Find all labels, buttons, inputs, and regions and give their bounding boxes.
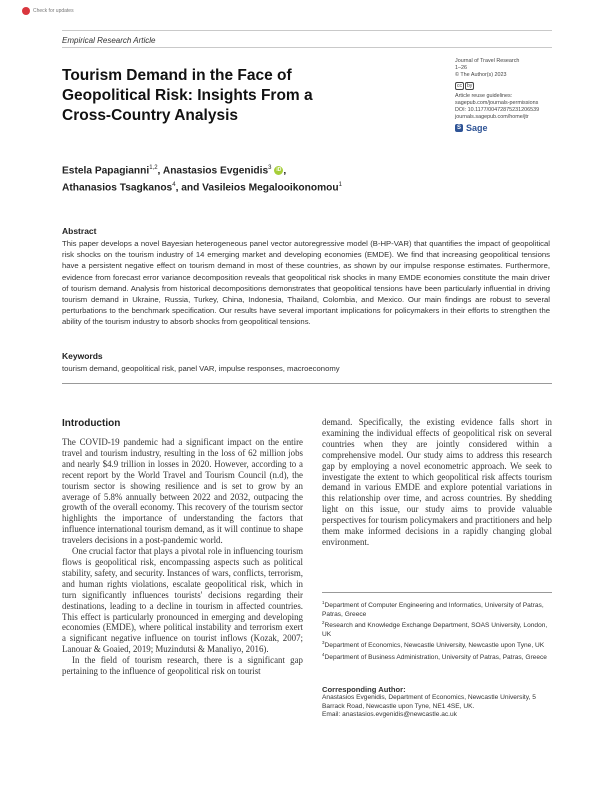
reuse-label: Article reuse guidelines:	[455, 92, 513, 99]
page-range: 1–26	[455, 65, 467, 72]
affiliations	[322, 599, 552, 662]
cc-license-icon[interactable]	[455, 82, 575, 90]
introduction-heading: Introduction	[62, 418, 121, 429]
crossmark-icon	[22, 7, 30, 15]
author-list: Estela Papagianni$^{1,2}$, Anastasios Evgenidis$^3$ iD , Athanasios Tsagkanos$^4$, and Vasileios Megalooikonomou$^1$	[62, 165, 342, 194]
journal-name: Journal of Travel Research	[455, 58, 520, 64]
affiliation-item: $^3$Department of Economics, Newcastle University, Newcastle upon Tyne, UK	[322, 640, 545, 650]
author-name[interactable]: Estela Papagianni	[62, 165, 150, 177]
left-column	[62, 437, 303, 677]
affil-ref: 1,2	[149, 165, 158, 171]
affiliation-item: $^1$Department of Computer Engineering and Informatics, University of Patras, Patras, Greece	[322, 600, 544, 618]
affiliation-item: $^4$Department of Business Administration, University of Patras, Patras, Greece	[322, 651, 547, 661]
article-title: Tourism Demand in the Face of Geopolitical Risk: Insights From a Cross-Country Analysis	[62, 67, 313, 124]
affil-ref: 3	[268, 165, 272, 171]
author-name[interactable]: Anastasios Evgenidis	[162, 165, 269, 177]
corresponding-email[interactable]: Email: anastasios.evgenidis@newcastle.ac.uk	[322, 711, 457, 719]
corresponding-author	[322, 686, 552, 720]
publisher-logo	[455, 124, 575, 132]
affiliation-item: $^2$Research and Knowledge Exchange Department, SOAS University, London, UK	[322, 620, 548, 638]
journal-metadata	[455, 58, 575, 132]
sage-icon: S	[456, 125, 461, 132]
badge-label: Check for updates	[33, 8, 74, 14]
cc-icon: cc	[457, 82, 462, 89]
author-name[interactable]: Athanasios Tsagkanos	[62, 182, 173, 194]
publisher-name: Sage	[466, 122, 488, 133]
corresponding-address: Anastasios Evgenidis, Department of Economics, Newcastle University, 5 Barrack Road, Newcastle upon Tyne, NE1 4SE, UK.	[322, 694, 536, 710]
affil-ref: 1	[338, 182, 342, 189]
paragraph: In the field of tourism research, there is a significant gap pertaining to the influence of geopolitical risk on tourist	[62, 655, 303, 677]
journal-link[interactable]: journals.sagepub.com/home/jtr	[455, 114, 529, 121]
footnote-rule	[322, 592, 552, 593]
keywords-heading: Keywords	[62, 351, 103, 361]
keywords-rule	[62, 383, 552, 384]
copyright: © The Author(s) 2023	[455, 72, 507, 79]
header-rule-top	[62, 30, 552, 31]
article-type: Empirical Research Article	[62, 36, 156, 45]
header-rule-bottom	[62, 47, 552, 48]
paragraph: The COVID-19 pandemic had a significant impact on the entire travel and tourism industry, resulting in the loss of 62 million jobs and nearly $4.9 trillion in losses in 2020. However, according to a recent report by the World Travel and Tourism Council (n.d), the tourism sector is showing resilience and is set to grow by an average of 5.8% annually between 2022 and 2032, outpacing the growth of the overall economy. This recovery of the tourism sector highlights the importance of understanding the factors that influence international tourism demand, as it will continue to shape travelers decisions in a post-pandemic world.	[62, 437, 303, 546]
affil-ref: 4	[172, 182, 176, 189]
check-for-updates-badge[interactable]	[22, 5, 74, 17]
reuse-link[interactable]: sagepub.com/journals-permissions	[455, 99, 539, 106]
abstract-heading: Abstract	[62, 226, 97, 236]
doi-link[interactable]: DOI: 10.1177/00472875231206539	[455, 107, 540, 114]
paragraph: demand. Specifically, the existing evidence falls short in examining the individual effects of geopolitical risk on several countries when they are jointly considered within a comprehensive model. Our study aims to address this research gap by employing a novel econometric approach. We seek to investigate the extent to which geopolitical risk affects tourism demand in various EMDE and explore potential variations in this relationship over time, and across countries. By shedding light on this issue, our study aims to provide valuable perspectives for tourism policymakers and practitioners and help them make informed decisions in a rapidly changing global environment.	[322, 417, 552, 547]
right-column	[322, 417, 552, 548]
author-name[interactable]: Vasileios Megalooikonomou	[202, 182, 339, 194]
abstract-text: This paper develops a novel Bayesian heterogeneous panel vector autoregressive model (B-HP-VAR) that quantifies the impact of geopolitical risk shocks on the tourism industry of 14 emerging market and developing economies (EMDE). We find that increasing geopolitical tensions have a persistent negative effect on tourism demand in most of these countries, as shown by our impulse response estimates. Furthermore, evidence from forecast error variance decomposition reveals that geopolitical risk shocks in many EMDE economies constitute the main driver of tourism demand. Analysis from historical decompositions demonstrates that geopolitical tensions have been particularly influential in driving tourism demand in Ukraine, Russia, Turkey, China, Indonesia, Thailand, Colombia, and Mexico. Our main findings are robust to several perturbations to the benchmark specification. Our results have several important implications for policymakers in their efforts to strengthen the ability of the tourism industry to absorb shocks from geopolitical tensions.	[62, 239, 550, 327]
by-icon: by	[467, 82, 473, 89]
keywords-text: tourism demand, geopolitical risk, panel VAR, impulse responses, macroeconomy	[62, 364, 340, 373]
orcid-icon[interactable]: iD	[276, 167, 282, 174]
paragraph: One crucial factor that plays a pivotal role in influencing tourism flows is geopolitical risk, encompassing aspects such as political stability, safety, and security. Instances of wars, conflicts, terrorism, and human rights violations, escalate geopolitical risk, which in turn significantly influences tourists' decisions regarding their destinations, leading to a decline in tourism in affected countries. This effect is particularly pronounced in emerging and developing economies (EMDE), where political instability and terrorism exert a significant negative influence on tourist inflows (Kozak, 2007; Lanouar & Goaied, 2019; Muzindutsi & Manaliyo, 2016).	[62, 546, 303, 655]
corresponding-label: Corresponding Author:	[322, 685, 406, 694]
